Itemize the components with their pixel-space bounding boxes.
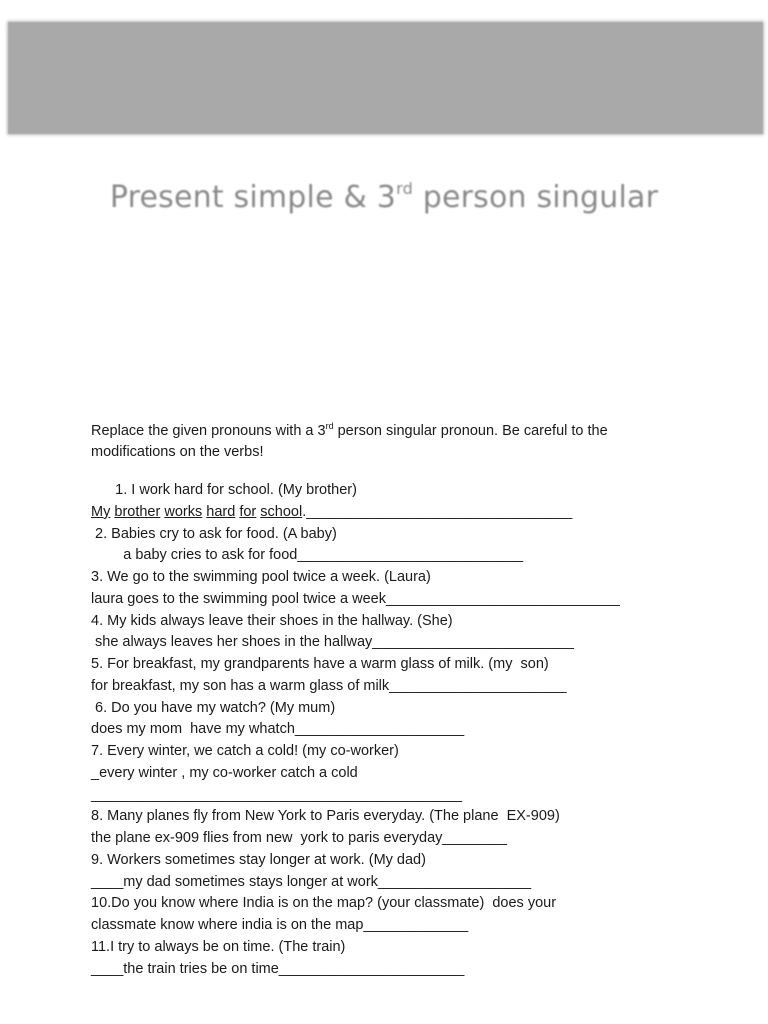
instructions-text-end: person singular pronoun. Be careful to the modifications on the verbs! xyxy=(91,422,608,460)
question-5: 5. For breakfast, my grandparents have a warm glass of milk. (my son) xyxy=(91,656,549,672)
question-8: 8. Many planes fly from New York to Paris everyday. (The plane EX-909) xyxy=(91,808,560,825)
answer-1-word: works xyxy=(164,503,203,520)
instructions xyxy=(91,416,691,463)
answer-1-word: My xyxy=(91,503,111,520)
answer-3: laura goes to the swimming pool twice a week_____________________________ xyxy=(91,590,620,607)
answer-1-word: for xyxy=(239,503,257,520)
question-6: 6. Do you have my watch? (My mum) xyxy=(91,699,336,716)
answer-4: she always leaves her shoes in the hallway_________________________ xyxy=(91,634,574,651)
question-4: 4. My kids always leave their shoes in the hallway. (She) xyxy=(91,612,453,629)
answer-6: does my mom have my whatch_____________________ xyxy=(91,721,465,738)
answer-7: _every winter , my co-worker catch a cold xyxy=(91,764,358,781)
answer-9: ____my dad sometimes stays longer at work___________________ xyxy=(91,873,532,890)
answer-1-word: brother xyxy=(114,503,161,520)
instructions-superscript: rd xyxy=(325,421,334,431)
header-band xyxy=(8,22,763,134)
title-text: Present simple & 3 xyxy=(109,180,397,215)
title-text-end: person singular xyxy=(412,180,659,215)
instructions-text: Replace the given pronouns with a 3 xyxy=(91,422,326,439)
title-superscript: rd xyxy=(396,179,413,198)
question-1: 1. I work hard for school. (My brother) xyxy=(91,482,357,498)
answer-1-blank: ._________________________________ xyxy=(302,503,573,520)
answer-1-word: hard xyxy=(206,503,236,520)
answer-7-blank: ______________________________________________ xyxy=(91,786,462,803)
answer-1 xyxy=(91,502,711,524)
question-3: 3. We go to the swimming pool twice a week. (Laura) xyxy=(91,569,431,585)
answer-5: for breakfast, my son has a warm glass of milk______________________ xyxy=(91,677,567,694)
answer-10: classmate know where india is on the map_____________ xyxy=(91,917,469,933)
page-title xyxy=(0,180,768,215)
answer-2: a baby cries to ask for food____________________________ xyxy=(91,547,524,564)
answer-1-word: school xyxy=(260,503,303,520)
question-2: 2. Babies cry to ask for food. (A baby) xyxy=(91,525,337,542)
exercise-list xyxy=(91,480,711,980)
question-9: 9. Workers sometimes stay longer at work. (My dad) xyxy=(91,851,426,868)
question-11: 11.I try to always be on time. (The train) xyxy=(91,938,346,955)
answer-11: ____the train tries be on time_______________________ xyxy=(91,960,465,977)
question-10: 10.Do you know where India is on the map? (your classmate) does your xyxy=(91,895,557,912)
answer-8: the plane ex-909 flies from new york to paris everyday________ xyxy=(91,830,507,846)
question-7: 7. Every winter, we catch a cold! (my co-worker) xyxy=(91,743,399,759)
